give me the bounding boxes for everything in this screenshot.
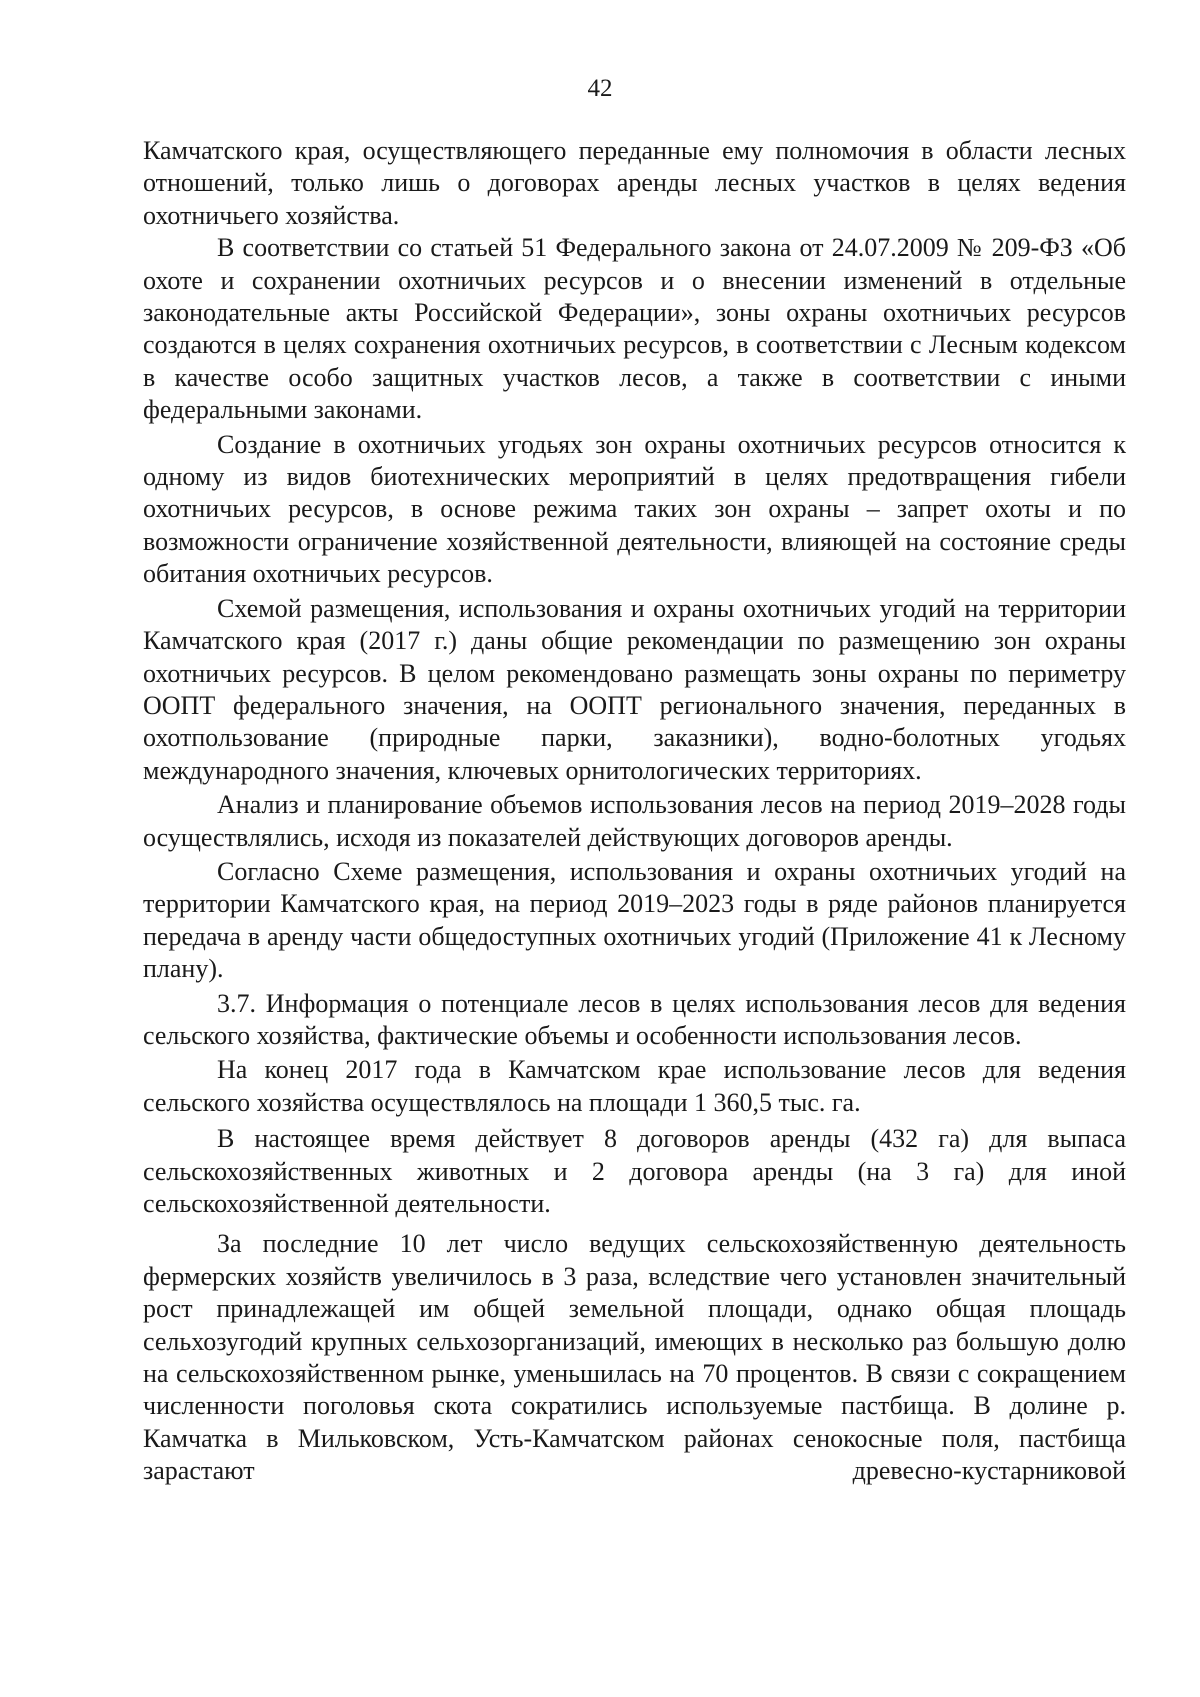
paragraph-placement-scheme: Схемой размещения, использования и охраны охотничьих угодий на территории Камчатского края (2017 г.) даны общие рекомендации по размещению зон охраны охотничьих ресурсов. В целом рекомендовано размещать зоны охраны по периметру ООПТ федерального значения, на ООПТ регионального значения, переданных в охотпользование (природные парки, заказники), водно-болотных угодьях международного значения, ключевых орнитологических территориях.	[143, 593, 1126, 785]
paragraph-continuation: Камчатского края, осуществляющего переданные ему полномочия в области лесных отношений, только лишь о договорах аренды лесных участков в целях ведения охотничьего хозяйства.	[143, 136, 1126, 230]
paragraph-agriculture-area: На конец 2017 года в Камчатском крае использование лесов для ведения сельского хозяйства осуществлялось на площади 1 360,5 тыс. га.	[143, 1055, 1126, 1117]
paragraph-protection-zones: Создание в охотничьих угодьях зон охраны охотничьих ресурсов относится к одному из видов биотехнических мероприятий в целях предотвращения гибели охотничьих ресурсов, в основе режима таких зон охраны – запрет охоты и по возможности ограничение хозяйственной деятельности, влияющей на состояние среды обитания охотничьих ресурсов.	[143, 429, 1126, 589]
page-number: 42	[587, 75, 613, 102]
document-body	[143, 135, 1126, 1488]
paragraph-analysis-planning: Анализ и планирование объемов использования лесов на период 2019–2028 годы осуществлялись, исходя из показателей действующих договоров аренды.	[143, 790, 1126, 852]
paragraph-farm-growth: За последние 10 лет число ведущих сельскохозяйственную деятельность фермерских хозяйств увеличилось в 3 раза, вследствие чего установлен значительный рост принадлежащей им общей земельной площади, однако общая площадь сельхозугодий крупных сельхозорганизаций, имеющих в несколько раз большую долю на сельскохозяйственном рынке, уменьшилась на 70 процентов. В связи с сокращением численности поголовья скота сократились используемые пастбища. В долине р. Камчатка в Мильковском, Усть-Камчатском районах сенокосные поля, пастбища зарастают древесно-кустарниковой	[143, 1229, 1126, 1486]
section-heading-3-7: 3.7. Информация о потенциале лесов в целях использования лесов для ведения сельского хозяйства, фактические объемы и особенности использования лесов.	[143, 988, 1126, 1050]
paragraph-hunting-law: В соответствии со статьей 51 Федерального закона от 24.07.2009 № 209-ФЗ «Об охоте и сохранении охотничьих ресурсов и о внесении изменений в отдельные законодательные акты Российской Федерации», зоны охраны охотничьих ресурсов создаются в целях сохранения охотничьих ресурсов, в соответствии с Лесным кодексом в качестве особо защитных участков лесов, а также в соответствии с иными федеральными законами.	[143, 233, 1126, 425]
paragraph-lease-contracts: В настоящее время действует 8 договоров аренды (432 га) для выпаса сельскохозяйственных животных и 2 договора аренды (на 3 га) для иной сельскохозяйственной деятельности.	[143, 1124, 1126, 1218]
paragraph-lease-transfer: Согласно Схеме размещения, использования и охраны охотничьих угодий на территории Камчатского края, на период 2019–2023 годы в ряде районов планируется передача в аренду части общедоступных охотничьих угодий (Приложение 41 к Лесному плану).	[143, 856, 1126, 984]
